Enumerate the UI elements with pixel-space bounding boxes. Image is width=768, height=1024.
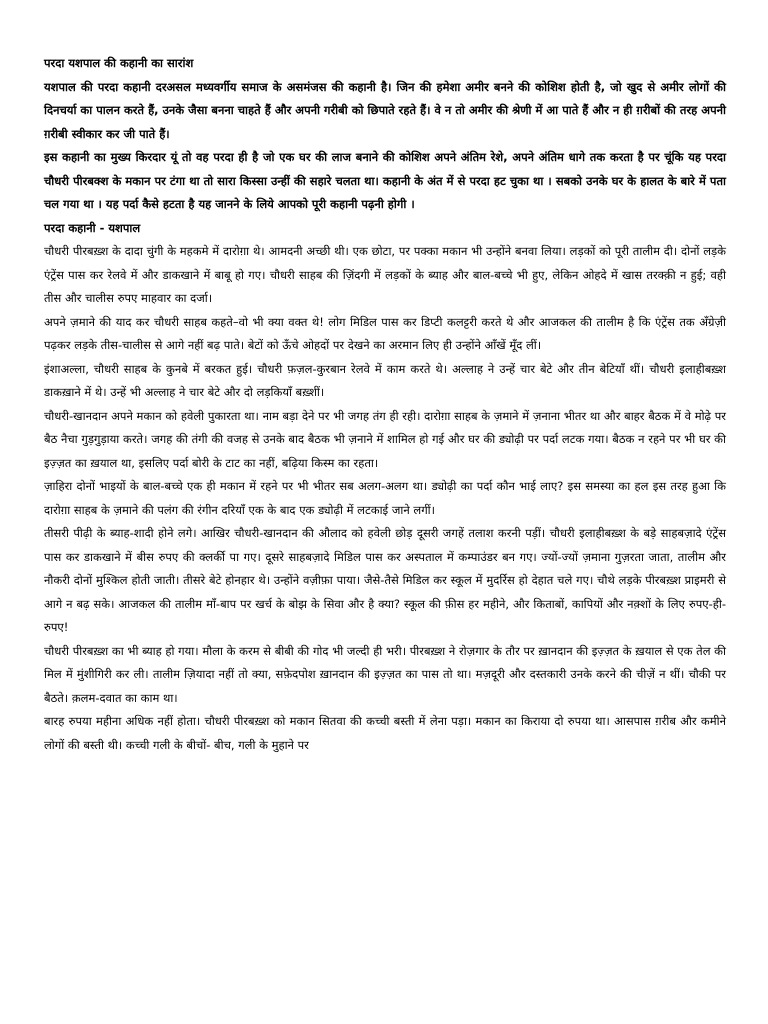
story-paragraph: ज़ाहिरा दोनों भाइयों के बाल-बच्चे एक ही मकान में रहने पर भी भीतर सब अलग-अलग था। ड्योढ़ी का पर्दा कौन भाई लाए? इस समस्या का हल इस तरह हुआ कि दारोग़ा साहब के ज़माने की पलंग की रंगीन दरियाँ एक के बाद एक ड्योढ़ी में लटकाई जाने लगीं।	[44, 479, 726, 517]
story-title: परदा कहानी - यशपाल	[44, 220, 141, 235]
story-paragraph: अपने ज़माने की याद कर चौधरी साहब कहते–वो भी क्या वक्त थे! लोग मिडिल पास कर डिप्टी कलट्टरी करते थे और आजकल की तालीम है कि एंट्रेंस तक अँग्रेज़ी पढ़कर लड़के तीस-चालीस से आगे नहीं बढ़ पाते। बेटों को ऊँचे ओहदों पर देखने का अरमान लिए ही उन्होंने आँखें मूँद लीं।	[44, 314, 726, 352]
story-paragraph: चौधरी पीरबख़्श का भी ब्याह हो गया। मौला के करम से बीबी की गोद भी जल्दी ही भरी। पीरबख़्श ने रोज़गार के तौर पर ख़ानदान की इज़्ज़त के ख़याल से एक तेल की मिल में मुंशीगिरी कर ली। तालीम ज़ियादा नहीं तो क्या, सफ़ेदपोश ख़ानदान की इज़्ज़त का पास तो था। मज़दूरी और दस्तकारी उनके करने की चीज़ें न थीं। चौकी पर बैठते। क़लम-दवात का काम था।	[44, 643, 726, 705]
story-paragraph: इंशाअल्ला, चौधरी साहब के कुनबे में बरकत हुई। चौधरी फ़ज़ल-कुरबान रेलवे में काम करते थे। अल्लाह ने उन्हें चार बेटे और तीन बेटियाँ थीं। चौधरी इलाहीबख़्श डाकख़ाने में थे। उन्हें भी अल्लाह ने चार बेटे और दो लड़कियाँ बख़्शीं।	[44, 361, 726, 399]
story-paragraph: चौधरी-खानदान अपने मकान को हवेली पुकारता था। नाम बड़ा देने पर भी जगह तंग ही रही। दारोग़ा साहब के ज़माने में ज़नाना भीतर था और बाहर बैठक में वे मोढ़े पर बैठ नैचा गुड़गुड़ाया करते। जगह की तंगी की वजह से उनके बाद बैठक भी ज़नाने में शामिल हो गई और घर की ड्योढ़ी पर पर्दा लटक गया। बैठक न रहने पर भी घर की इज़्ज़त का ख़याल था, इसलिए पर्दा बोरी के टाट का नहीं, बढ़िया किस्म का रहता।	[44, 408, 726, 470]
story-paragraph: चौधरी पीरबख़्श के दादा चुंगी के महकमे में दारोग़ा थे। आमदनी अच्छी थी। एक छोटा, पर पक्का मकान भी उन्होंने बनवा लिया। लड़कों को पूरी तालीम दी। दोनों लड़के एंट्रेंस पास कर रेलवे में और डाकखाने में बाबू हो गए। चौधरी साहब की ज़िंदगी में लड़कों के ब्याह और बाल-बच्चे भी हुए, लेकिन ओहदे में खास तरक्क़ी न हुई; वही तीस और चालीस रुपए माहवार का दर्जा।	[44, 244, 726, 305]
summary-paragraph: इस कहानी का मुख्य किरदार यूं तो वह परदा ही है जो एक घर की लाज बनाने की कोशिश अपने अंतिम रेशे, अपने अंतिम धागे तक करता है पर चूंकि यह परदा चौधरी पीरबक्श के मकान पर टंगा था तो सारा किस्सा उन्हीं की सहारे चलता था। कहानी के अंत में से परदा हट चुका था । सबको उनके घर के हालत के बारे में पता चल गया था । यह पर्दा कैसे हटता है यह जानने के लिये आपको पूरी कहानी पढ़नी होगी ।	[44, 150, 726, 211]
story-paragraph: तीसरी पीढ़ी के ब्याह-शादी होने लगे। आखिर चौधरी-खानदान की औलाद को हवेली छोड़ दूसरी जगहें तलाश करनी पड़ीं। चौधरी इलाहीबख़्श के बड़े साहबज़ादे एंट्रेंस पास कर डाकखाने में बीस रुपए की क्लर्की पा गए। दूसरे साहबज़ादे मिडिल पास कर अस्पताल में कम्पाउंडर बन गए। ज्यों-ज्यों ज़माना गुज़रता जाता, तालीम और नौकरी दोनों मुश्किल होती जाती। तीसरे बेटे होनहार थे। उन्होंने वज़ीफ़ा पाया। जैसे-तैसे मिडिल कर स्कूल में मुदर्रिस हो देहात चले गए। चौथे लड़के पीरबख़्श प्राइमरी से आगे न बढ़ सके। आजकल की तालीम माँ-बाप पर खर्च के बोझ के सिवा और है क्या? स्कूल की फ़ीस हर महीने, और किताबों, कापियों और नक़्शों के लिए रुपए-ही-रुपए!	[44, 526, 726, 634]
story-paragraph: बारह रुपया महीना अधिक नहीं होता। चौधरी पीरबख़्श को मकान सितवा की कच्ची बस्ती में लेना पड़ा। मकान का किराया दो रुपया था। आसपास ग़रीब और कमीने लोगों की बस्ती थी। कच्ची गली के बीचों- बीच, गली के मुहाने पर	[44, 714, 726, 752]
document-page	[44, 52, 726, 757]
summary-title: परदा यशपाल की कहानी का सारांश	[44, 56, 194, 70]
summary-paragraph: यशपाल की परदा कहानी दरअसल मध्यवर्गीय समाज के असमंजस की कहानी है। जिन की हमेशा अमीर बनने की कोशिश होती है, जो खुद से अमीर लोगों की दिनचर्या का पालन करते हैं, उनके जैसा बनना चाहते हैं और अपनी गरीबी को छिपाते रहते हैं। वे न तो अमीर की श्रेणी में आ पाते हैं और न ही ग़रीबों की तरह अपनी ग़रीबी स्वीकार कर जी पाते हैं।	[44, 79, 726, 141]
